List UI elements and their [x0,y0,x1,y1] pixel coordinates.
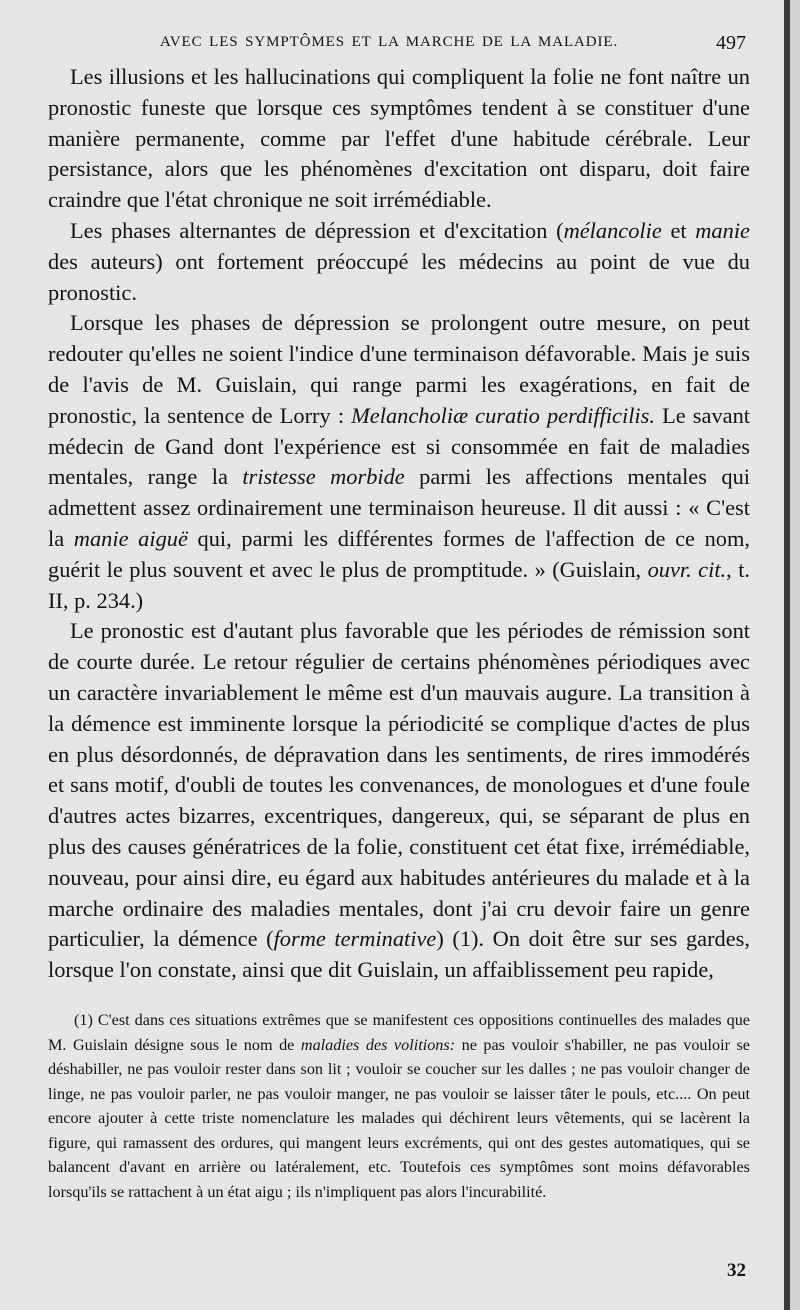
paragraph-depression: Lorsque les phases de dépression se prolongent outre mesure, on peut redouter qu'elles ne soient l'indice d'une terminaison défavorable. Mais je suis de l'avis de M. Guislain, qui range parmi les exagérations, en fait de pronostic, la sentence de Lorry : Melancholiæ curatio perdifficilis. Le savant médecin de Gand dont l'expérience est si consommée en fait de maladies mentales, range la tristesse morbide parmi les affections mentales qui admettent assez ordinairement une terminaison heureuse. Il dit aussi : « C'est la manie aiguë qui, parmi les différentes formes de l'affection de ce nom, guérit le plus souvent et avec le plus de promptitude. » (Guislain, ouvr. cit., t. II, p. 234.) [48,310,751,613]
footnote-1: (1) C'est dans ces situations extrêmes que se manifestent ces oppositions continuelles des malades que M. Guislain désigne sous le nom de maladies des volitions: ne pas vouloir s'habiller, ne pas vouloir se déshabiller, ne pas vouloir rester dans son lit ; vouloir se coucher sur les dalles ; ne pas vouloir changer de linge, ne pas vouloir parler, ne pas vouloir manger, ne pas vouloir se laisser tâter le pouls, etc.... On peut encore ajouter à cette triste nomenclature les malades qui déchirent leurs vêtements, qui se lacèrent la figure, qui ramassent des ordures, qui mangent leurs excréments, qui ont des gestes automatiques, qui se balancent d'avant en arrière ou latéralement, etc. Toutefois ces symptômes sont moins défavorables lorsqu'ils se rattachent à un état aigu ; ils n'impliquent pas alors l'incurabilité. [48,1011,750,1201]
paragraph-illusions: Les illusions et les hallucinations qui compliquent la folie ne font naître un pronostic funeste que lorsque ces symptômes tendent à se constituer d'une manière permanente, comme par l'effet d'une habitude cérébrale. Leur persistance, alors que les phénomènes d'excitation ont disparu, doit faire craindre que l'état chronique ne soit irrémédiable. [48,64,750,213]
running-head: AVEC LES SYMPTÔMES ET LA MARCHE DE LA MALADIE. [160,34,619,50]
paragraph-phases-alternantes: Les phases alternantes de dépression et d'excitation (mélancolie et manie des auteurs) ont fortement préoccupé les médecins au point de vue du pronostic. [48,217,750,305]
main-text [48,62,750,986]
paragraph-pronostic-remission: Le pronostic est d'autant plus favorable que les périodes de rémission sont de courte durée. Le retour régulier de certains phénomènes périodiques avec un caractère invariablement le même est d'un mauvais augure. La transition à la démence est imminente lorsque la périodicité se complique d'actes de plus en plus désordonnés, de dépravation dans les sentiments, de rires immodérés et sans motif, d'oubli de toutes les convenances, de monologues et d'une foule d'autres actes bizarres, excentriques, dangereux, qui, se séparant de plus en plus des causes génératrices de la folie, constituent cet état fixe, irrémédiable, nouveau, pour ainsi dire, eu égard aux habitudes antérieures du malade et à la marche ordinaire des maladies mentales, dont j'ai cru devoir faire un genre particulier, la démence (forme terminative) (1). On doit être sur ses gardes, lorsque l'on constate, ainsi que dit Guislain, un affaiblissement peu rapide, [48,618,750,983]
signature-mark: 32 [727,1260,746,1281]
page-header [48,32,746,56]
page-number: 497 [716,32,746,54]
footnote [48,1008,750,1204]
